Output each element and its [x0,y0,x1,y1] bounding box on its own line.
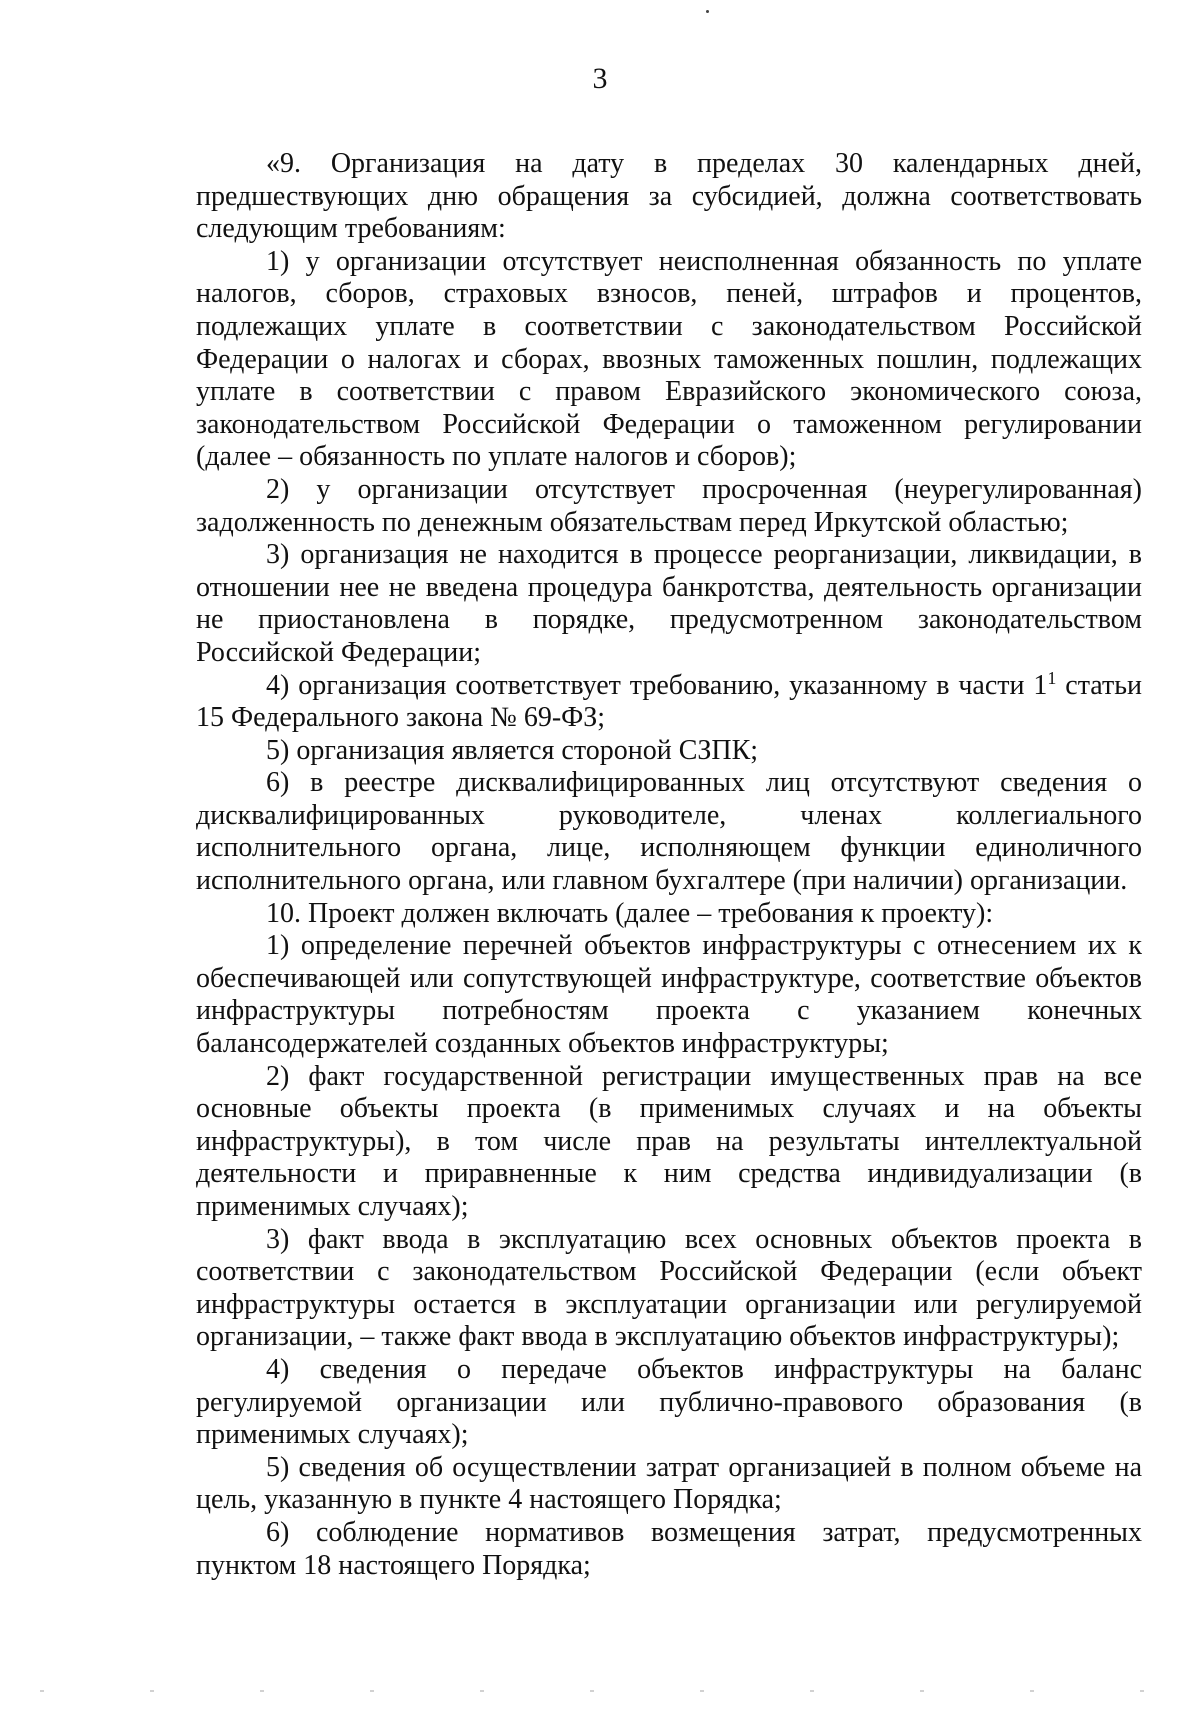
paragraph-10-item-3: 3) факт ввода в эксплуатацию всех основных объектов проекта в соответствии с законодательством Российской Федерации (если объект инфраструктуры остается в эксплуатации организации или регулируемой организации, – также факт ввода в эксплуатацию объектов инфраструктуры); [196,1223,1142,1353]
scan-speck [706,10,709,13]
paragraph-9-item-4 [196,667,1142,735]
item-4-text-before: 4) организация соответствует требованию, указанному в части 1 [266,669,1048,701]
paragraph-9-item-2: 2) у организации отсутствует просроченная (неурегулированная) задолженность по денежным обязательствам перед Иркутской областью; [196,473,1142,538]
paragraph-10-item-4: 4) сведения о передаче объектов инфраструктуры на баланс регулируемой организации или публично-правового образования (в применимых случаях); [196,1353,1142,1451]
paragraph-10-item-6: 6) соблюдение нормативов возмещения затрат, предусмотренных пунктом 18 настоящего Порядка; [196,1516,1142,1581]
paragraph-10-item-1: 1) определение перечней объектов инфраструктуры с отнесением их к обеспечивающей или сопутствующей инфраструктуре, соответствие объектов инфраструктуры потребностям проекта с указанием конечных балансодержателей созданных объектов инфраструктуры; [196,930,1142,1060]
paragraph-9-item-6: 6) в реестре дисквалифицированных лиц отсутствуют сведения о дисквалифицированных руководителе, членах коллегиального исполнительного органа, лице, исполняющем функции единоличного исполнительного органа, или главном бухгалтере (при наличии) организации. [196,767,1142,897]
page-number: 3 [592,62,608,95]
paragraph-9-item-5: 5) организация является стороной СЗПК; [266,734,759,766]
paragraph-10-item-5: 5) сведения об осуществлении затрат организацией в полном объеме на цель, указанную в пункте 4 настоящего Порядка; [196,1451,1142,1516]
item-4-superscript: 1 [1047,667,1057,688]
scan-edge-noise [0,1690,1200,1692]
paragraph-9-item-1: 1) у организации отсутствует неисполненная обязанность по уплате налогов, сборов, страховых взносов, пеней, штрафов и процентов, подлежащих уплате в соответствии с законодательством Российской Федерации о налогах и сборах, ввозных таможенных пошлин, подлежащих уплате в соответствии с правом Евразийского экономического союза, законодательством Российской Федерации о таможенном регулировании (далее – обязанность по уплате налогов и сборов); [196,245,1142,473]
paragraph-9-item-3: 3) организация не находится в процессе реорганизации, ликвидации, в отношении нее не введена процедура банкротства, деятельность организации не приостановлена в порядке, предусмотренном законодательством Российской Федерации; [196,539,1142,668]
paragraph-10-item-2: 2) факт государственной регистрации имущественных прав на все основные объекты проекта (в применимых случаях и на объекты инфраструктуры), в том числе прав на результаты интеллектуальной деятельности и приравненные к ним средства индивидуализации (в применимых случаях); [196,1060,1142,1222]
document-body [196,148,1142,1582]
item-4-text-after: статьи 15 Федерального закона № 69-ФЗ; [196,669,1142,734]
paragraph-9: «9. Организация на дату в пределах 30 календарных дней, предшествующих дню обращения за субсидией, должна соответствовать следующим требованиям: [196,148,1142,245]
paragraph-10: 10. Проект должен включать (далее – требования к проекту): [266,897,994,929]
